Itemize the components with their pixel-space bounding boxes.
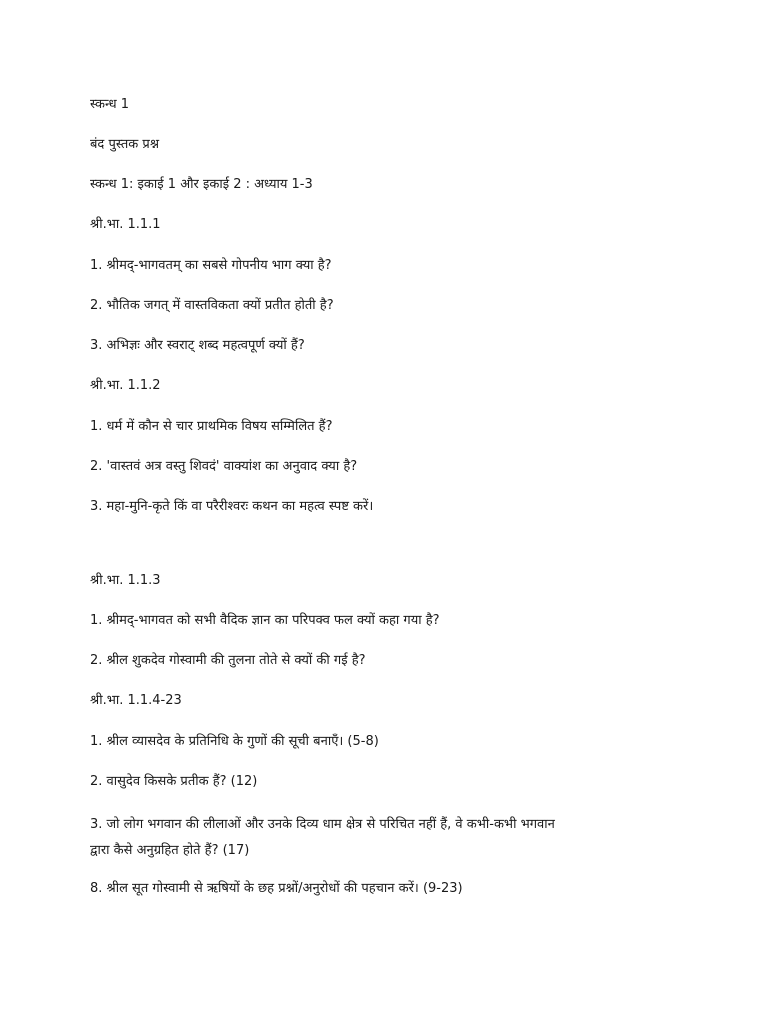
document-subtitle: बंद पुस्तक प्रश्न [90, 137, 160, 152]
question-item: 1. श्रीमद्-भागवत को सभी वैदिक ज्ञान का परिपक्व फल क्यों कहा गया है? [90, 613, 440, 628]
question-line: 3. जो लोग भगवान की लीलाओं और उनके दिव्य धाम क्षेत्र से परिचित नहीं हैं, वे कभी-कभी भगवान [90, 817, 555, 832]
question-item: 1. श्रील व्यासदेव के प्रतिनिधि के गुणों की सूची बनाएँ। (5-8) [90, 734, 379, 749]
question-item: 1. धर्म में कौन से चार प्राथमिक विषय सम्मिलित हैं? [90, 419, 333, 434]
question-item: 1. श्रीमद्-भागवतम् का सबसे गोपनीय भाग क्या है? [90, 258, 332, 273]
question-item: 2. वासुदेव किसके प्रतीक हैं? (12) [90, 774, 258, 789]
question-item: 3. महा-मुनि-कृते किं वा परैरीश्वरः कथन का महत्व स्पष्ट करें। [90, 499, 374, 514]
section-reference: श्री.भा. 1.1.4-23 [90, 693, 182, 708]
question-item: 2. 'वास्तवं अत्र वस्तु शिवदं' वाक्यांश का अनुवाद क्या है? [90, 459, 358, 474]
question-item: 2. श्रील शुकदेव गोस्वामी की तुलना तोते से क्यों की गई है? [90, 653, 366, 668]
question-item: 3. अभिज्ञः और स्वराट् शब्द महत्वपूर्ण क्यों हैं? [90, 338, 305, 353]
section-reference: श्री.भा. 1.1.3 [90, 573, 161, 588]
unit-heading: स्कन्ध 1: इकाई 1 और इकाई 2 : अध्याय 1-3 [90, 177, 313, 192]
question-item [90, 812, 555, 864]
question-line-continued: द्वारा कैसे अनुग्रहित होते हैं? (17) [90, 843, 250, 858]
question-item: 8. श्रील सूत गोस्वामी से ऋषियों के छह प्रश्नों/अनुरोधों की पहचान करें। (9-23) [90, 881, 463, 896]
question-item: 2. भौतिक जगत् में वास्तविकता क्यों प्रतीत होती है? [90, 298, 334, 313]
section-reference: श्री.भा. 1.1.2 [90, 378, 161, 393]
section-reference: श्री.भा. 1.1.1 [90, 217, 161, 232]
skandha-heading: स्कन्ध 1 [90, 97, 130, 112]
